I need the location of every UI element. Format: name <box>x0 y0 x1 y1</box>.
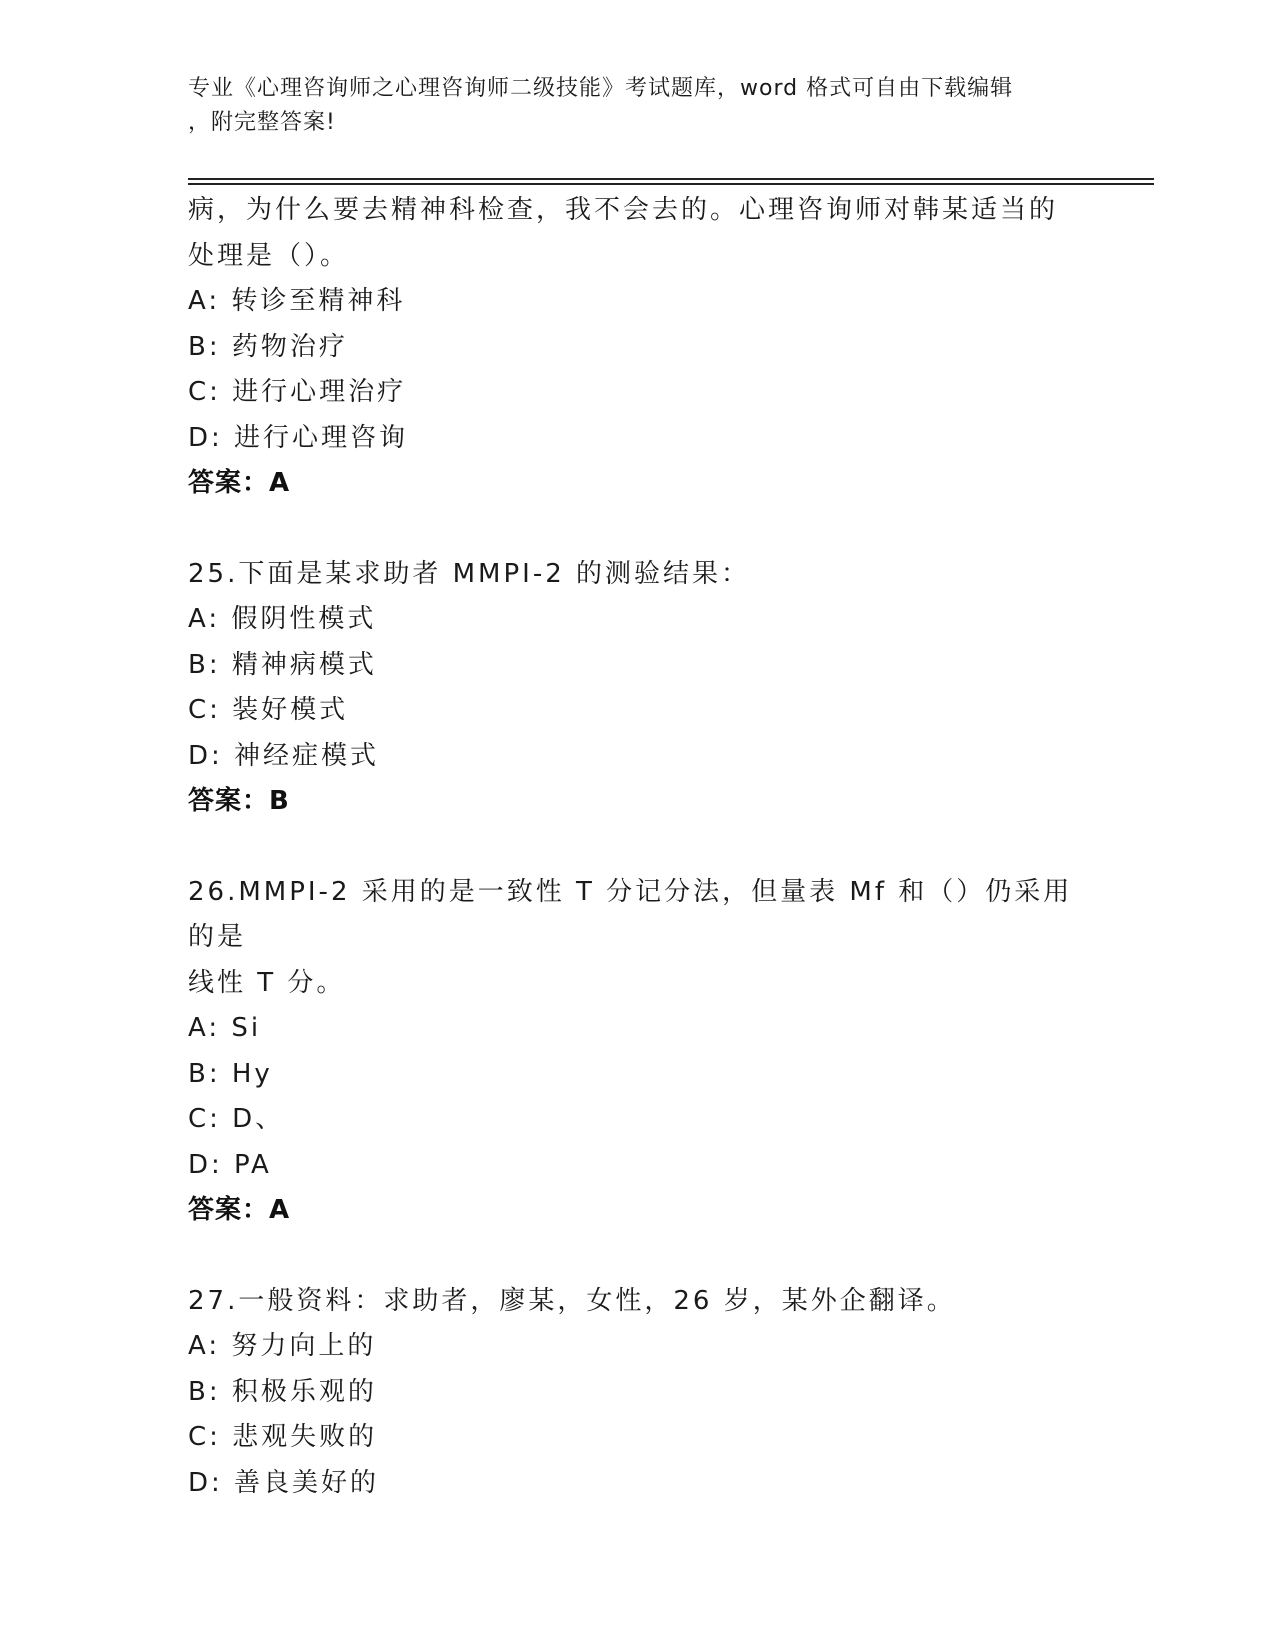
option-c: C: 悲观失败的 <box>188 1422 378 1452</box>
answer: 答案：B <box>188 786 290 816</box>
question-text: 病，为什么要去精神科检查，我不会去的。心理咨询师对韩某适当的 <box>188 195 1059 225</box>
answer: 答案：A <box>188 1195 291 1225</box>
option-d: D: PA <box>188 1149 272 1180</box>
question-text: 处理是（）。 <box>188 240 350 271</box>
question-text: 27.一般资料：求助者，廖某，女性，26 岁，某外企翻译。 <box>188 1285 956 1316</box>
option-d: D: 进行心理咨询 <box>188 422 409 453</box>
spacer <box>188 507 1088 552</box>
header-rule-top <box>188 178 1154 180</box>
question-25 <box>188 552 1088 825</box>
header-line-2: ，附完整答案! <box>188 110 336 135</box>
document-header <box>188 72 1088 140</box>
option-c: C: 装好模式 <box>188 695 349 725</box>
answer: 答案：A <box>188 468 291 498</box>
option-a: A: 转诊至精神科 <box>188 286 406 316</box>
option-c: C: D、 <box>188 1104 285 1134</box>
question-text: 26.MMPI-2 采用的是一致性 T 分记分法，但量表 Mf 和（）仍采用的是 <box>188 876 1073 952</box>
option-c: C: 进行心理治疗 <box>188 377 407 407</box>
option-a: A: 假阴性模式 <box>188 604 377 634</box>
option-a: A: Si <box>188 1013 262 1043</box>
option-b: B: 积极乐观的 <box>188 1376 377 1407</box>
header-rule-bottom <box>188 183 1154 185</box>
option-b: B: 精神病模式 <box>188 649 377 680</box>
question-24 <box>188 188 1088 507</box>
option-d: D: 善良美好的 <box>188 1467 380 1498</box>
option-b: B: 药物治疗 <box>188 331 348 362</box>
option-b: B: Hy <box>188 1058 273 1089</box>
option-d: D: 神经症模式 <box>188 740 380 771</box>
option-a: A: 努力向上的 <box>188 1331 377 1361</box>
question-text: 25.下面是某求助者 MMPI-2 的测验结果： <box>188 558 751 589</box>
question-list <box>188 188 1088 1506</box>
question-26 <box>188 870 1088 1234</box>
header-line-1: 专业《心理咨询师之心理咨询师二级技能》考试题库，word 格式可自由下载编辑 <box>188 76 1014 101</box>
question-text: 线性 T 分。 <box>188 967 346 998</box>
spacer <box>188 825 1088 870</box>
spacer <box>188 1234 1088 1279</box>
question-27 <box>188 1279 1088 1507</box>
